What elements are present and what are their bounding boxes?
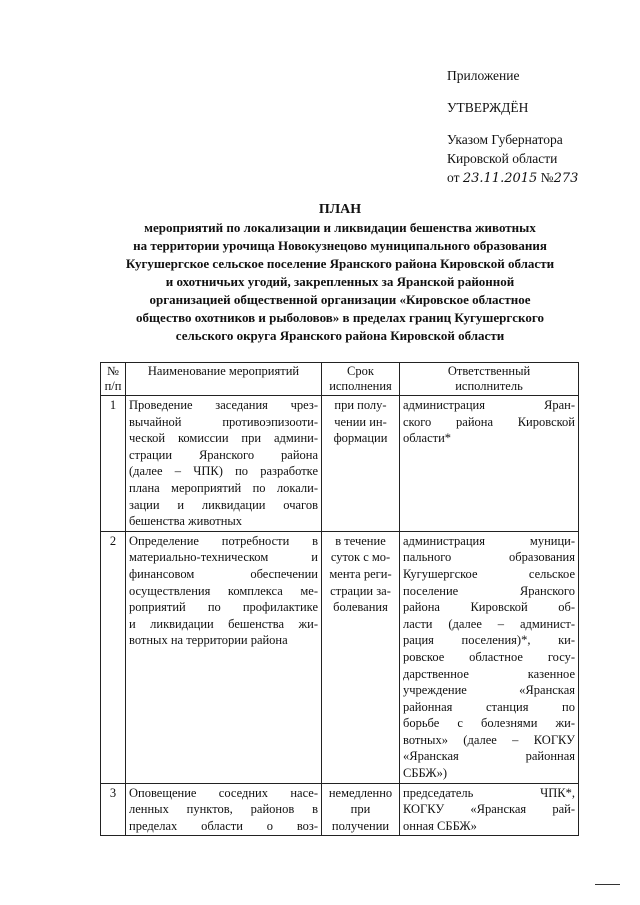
title-line: Кугушергское сельское поселение Яранского района Кировской области (125, 256, 555, 271)
text-line: при полу- (334, 398, 387, 412)
execution-term (322, 531, 400, 783)
table-row (101, 783, 579, 836)
text-line: при (350, 802, 371, 817)
plan-heading: ПЛАН (318, 202, 362, 217)
text-line: Определение потребности в (129, 533, 318, 548)
appendix-label: Приложение (447, 68, 520, 83)
text-line: формации (333, 431, 388, 446)
measures-table (100, 362, 579, 836)
text-line: «Яранская районная (403, 749, 575, 764)
table-row (101, 531, 579, 783)
text-line: получении (331, 818, 390, 833)
text-line: вотных» (далее – КОГКУ (403, 732, 575, 747)
text-line: роприятий по профилактике (129, 600, 318, 615)
text-line: КОГКУ «Яранская рай- (403, 802, 575, 817)
text-line: бешенства животных (129, 514, 243, 529)
decree-date-line (447, 168, 627, 188)
text-line: немедленно (328, 785, 393, 800)
text-line: администрация муници- (403, 533, 575, 548)
text-line: председатель ЧПК*, (403, 785, 575, 800)
table-header-row (101, 363, 579, 396)
header-num-line: № (107, 364, 119, 378)
text-line: в течение (335, 533, 386, 548)
approved-label: УТВЕРЖДЁН (447, 100, 529, 115)
text-line: Кугушергское сельское (403, 566, 575, 581)
decree-line-2: Кировской области (447, 151, 558, 166)
header-term-line: Срок (347, 364, 374, 378)
text-line: мента реги- (329, 566, 392, 581)
text-line: учреждение «Яранская (403, 683, 575, 698)
text-line: области* (403, 431, 452, 446)
text-line: вычайной противоэпизооти- (129, 414, 318, 429)
text-line: онная СББЖ» (403, 818, 477, 833)
row-number: 3 (101, 783, 126, 836)
text-line: рация поселения)*, ки- (403, 633, 575, 648)
text-line: чении ин- (334, 414, 387, 429)
header-term-line: исполнения (329, 379, 392, 393)
text-line: района Кировской об- (403, 600, 575, 615)
text-line: Проведение заседания чрез- (129, 398, 318, 412)
text-line: поселение Яранского (403, 583, 575, 598)
text-line: СББЖ») (403, 766, 447, 781)
text-line: (далее – ЧПК) по разработке (129, 464, 318, 479)
date-prefix: от (447, 170, 460, 185)
text-line: плана мероприятий по локали- (129, 480, 318, 495)
header-num-line: п/п (104, 379, 122, 393)
header-resp-line: исполнитель (455, 379, 523, 393)
text-line: вотных на территории района (129, 633, 288, 648)
header-term (322, 363, 400, 396)
title-line: сельского округа Яранского района Кировской области (175, 328, 505, 343)
table-row (101, 396, 579, 532)
document-title (80, 200, 600, 345)
text-line: осуществления комплекса ме- (129, 583, 318, 598)
text-line: ческой комиссии при админи- (129, 431, 318, 446)
text-line: ровское областное госу- (403, 649, 575, 664)
text-line: ленных пунктов, районов в (129, 802, 318, 817)
row-number: 1 (101, 396, 126, 532)
measure-name (126, 783, 322, 836)
header-resp-line: Ответственный (447, 364, 531, 378)
handwritten-number: 273 (553, 171, 579, 186)
measure-name (126, 396, 322, 532)
responsible-executor (400, 396, 579, 532)
row-number: 2 (101, 531, 126, 783)
title-line: общество охотников и рыболовов» в пределах границ Кугушергского (136, 310, 544, 325)
execution-term (322, 783, 400, 836)
text-line: финансовом обеспечении (129, 566, 318, 581)
text-line: болевания (333, 600, 388, 615)
text-line: районная станция по (403, 699, 575, 714)
text-line: дарственное казенное (403, 666, 575, 681)
title-line: мероприятий по локализации и ликвидации бешенства животных (144, 220, 536, 235)
title-line: на территории урочища Новокузнецово муниципального образования (133, 238, 547, 253)
decree-line-1: Указом Губернатора (447, 132, 563, 147)
title-line: организацией общественной организации «Кировское областное (149, 292, 531, 307)
text-line: Оповещение соседних насе- (129, 785, 318, 800)
text-line: и ликвидации бешенства жи- (129, 616, 318, 631)
handwritten-date: 23.11.2015 (462, 171, 538, 186)
text-line: зации и ликвидации очагов (129, 497, 318, 512)
number-prefix: № (540, 170, 554, 185)
approval-block (447, 66, 627, 188)
header-name: Наименование мероприятий (126, 363, 322, 396)
text-line: пального образования (403, 550, 575, 565)
text-line: материально-техническом и (129, 550, 318, 565)
responsible-executor (400, 783, 579, 836)
header-responsible (400, 363, 579, 396)
measure-name (126, 531, 322, 783)
execution-term (322, 396, 400, 532)
title-line: и охотничьих угодий, закрепленных за Яранской районной (165, 274, 515, 289)
footer-rule (595, 884, 620, 885)
responsible-executor (400, 531, 579, 783)
text-line: страции Яранского района (129, 447, 318, 462)
text-line: страции за- (330, 583, 391, 598)
text-line: ского района Кировской (403, 414, 575, 429)
text-line: суток с мо- (330, 550, 391, 565)
header-num (101, 363, 126, 396)
text-line: борьбе с болезнями жи- (403, 716, 575, 731)
text-line: пределах области о воз- (129, 818, 318, 833)
text-line: администрация Яран- (403, 398, 575, 412)
text-line: ласти (далее – админист- (403, 616, 575, 631)
